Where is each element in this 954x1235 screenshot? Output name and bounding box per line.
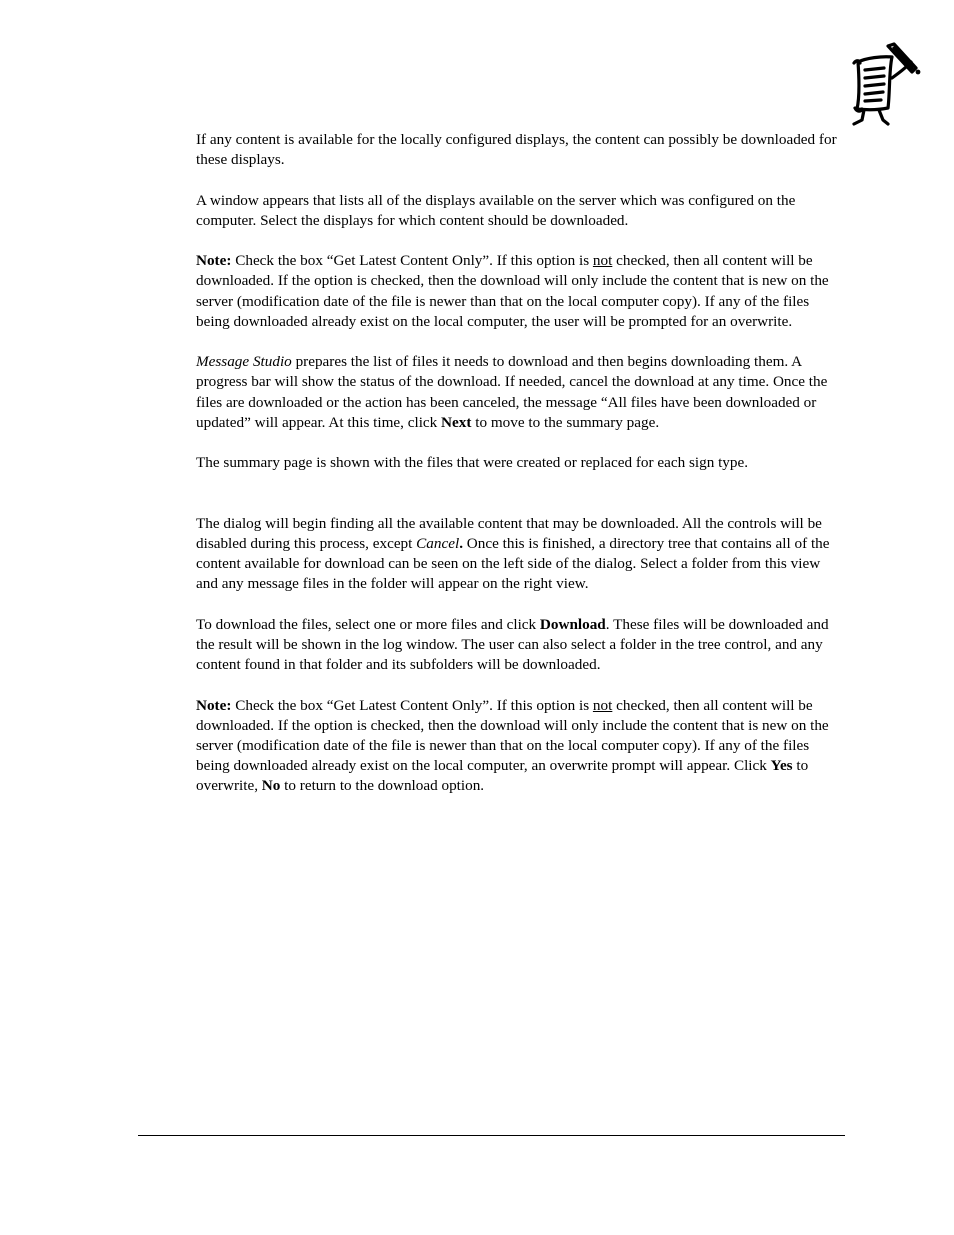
note-label: Note:: [196, 696, 232, 714]
paragraph-local-displays: If any content is available for the locally configured displays, the content can possibly be downloaded for these displays.: [196, 131, 837, 169]
product-name: Message Studio: [196, 353, 292, 371]
document-body: [196, 130, 844, 817]
paragraph-display-window: A window appears that lists all of the displays available on the server which was configured on the computer. Select the displays for which content should be downloaded.: [196, 191, 796, 229]
paragraph-summary-page: The summary page is shown with the files that were created or replaced for each sign type.: [196, 454, 749, 472]
paragraph-download-files: To download the files, select one or more files and click Download. These files will be downloaded and the result will be shown in the log window. The user can also select a folder in the tree control, and any content found in that folder and its subfolders will be downloaded.: [196, 615, 829, 674]
paragraph-download-progress: Message Studio prepares the list of files it needs to download and then begins downloading them. A progress bar will show the status of the download. If needed, cancel the download at any time. Once the files are downloaded or the action has been canceled, the message “All files have been downloaded or updated” will appear. At this time, click Next to move to the summary page.: [196, 353, 828, 431]
scroll-with-quill-icon: [848, 40, 922, 130]
footer-divider: [138, 1135, 845, 1136]
paragraph-dialog-finding: The dialog will begin finding all the available content that may be downloaded. All the controls will be disabled during this process, except Cancel. Once this is finished, a directory tree that contains all of the content available for download can be seen on the left side of the dialog. Select a folder from this view and any message files in the folder will appear on the right view.: [196, 514, 830, 593]
note-label: Note:: [196, 252, 232, 270]
note-overwrite-prompt: Note: Check the box “Get Latest Content Only”. If this option is not checked, then all content will be downloaded. If the option is checked, then the download will only include the content that is new on the server (modification date of the file is newer than that on the local computer copy). If any of the files being downloaded already exist on the local computer, an overwrite prompt will appear. Click Yes to overwrite, No to return to the download option.: [196, 696, 829, 795]
note-latest-content: Note: Check the box “Get Latest Content Only”. If this option is not checked, then all content will be downloaded. If the option is checked, then the download will only include the content that is new on the server (modification date of the file is newer than that on the local computer copy). If any of the files being downloaded already exist on the local computer, the user will be prompted for an overwrite.: [196, 252, 829, 330]
